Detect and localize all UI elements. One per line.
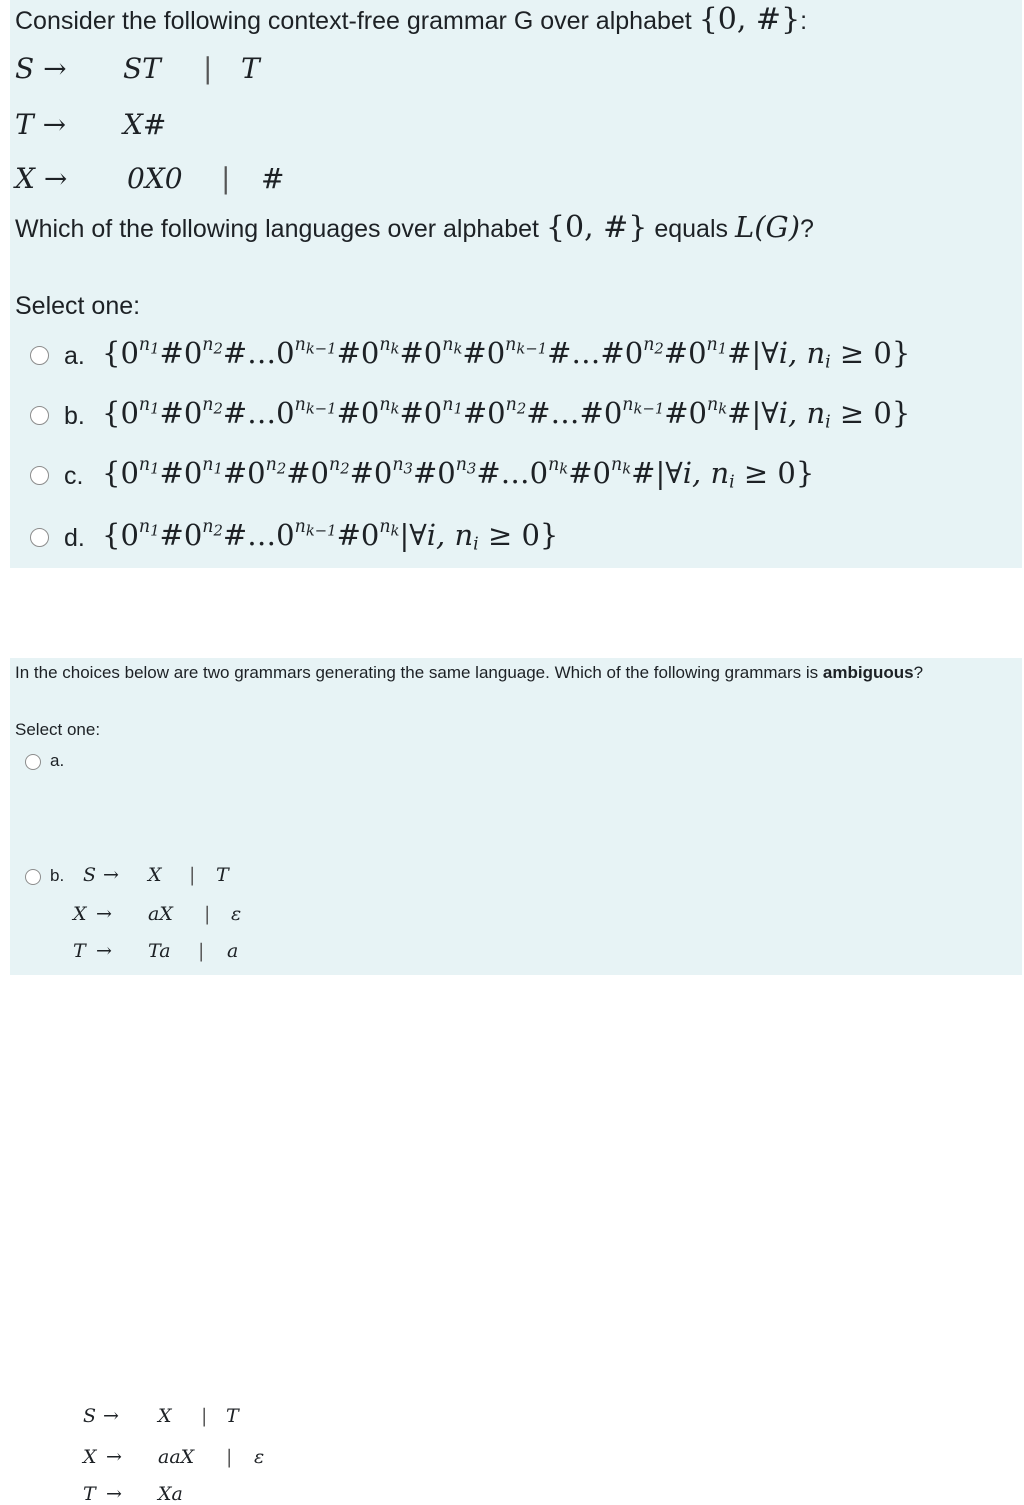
rule-rhs2: ε <box>254 1446 265 1468</box>
q1-question-prefix: Which of the following languages over alphabet <box>15 215 539 243</box>
prod-x-rhs2: # <box>261 162 285 195</box>
prod-s-lhs: S <box>15 52 35 85</box>
rule-bar: | <box>204 903 211 925</box>
option-letter: d. <box>64 524 85 552</box>
option-b-formula: {$0^{n_1}\#0^{n_2}\#\dots 0^{n_{k-1}}\#0^{n_k}\#0^{n_1}\#0^{n_2}\#\dots\#0^{n_{k-1}}\#0^{n_k}\#|\forall i$, $n_i \ge 0$} <box>102 394 911 433</box>
radio-button[interactable] <box>30 466 49 485</box>
rule-lhs: T <box>73 940 86 962</box>
q1-select-label: Select one: <box>15 292 141 320</box>
option-letter: b. <box>64 402 85 430</box>
option-letter: b. <box>50 866 65 885</box>
prod-x-rhs1: 0X0 <box>127 162 183 195</box>
arrow: → <box>96 940 112 962</box>
prod-x-bar: | <box>221 162 231 195</box>
rule-bar: | <box>189 864 196 886</box>
prod-x-lhs: X <box>15 162 35 195</box>
q1-question-alphabet: {0, #} <box>545 210 648 245</box>
q2-prompt <box>15 663 923 683</box>
rule-rhs1: aaX <box>158 1446 195 1468</box>
production-t: T → X# <box>15 108 167 141</box>
question-2-panel <box>10 658 1022 1505</box>
production-x: X → 0X0 | # <box>15 162 285 195</box>
prod-t-lhs: T <box>15 108 34 141</box>
rule-bar: | <box>226 1446 233 1468</box>
production-s: S → ST | T <box>15 52 260 85</box>
option-letter: c. <box>64 462 84 490</box>
rule-bar: | <box>201 1405 208 1427</box>
q2-prompt-text: In the choices below are two grammars generating the same language. Which of the following grammars is <box>15 663 819 682</box>
rule-lhs: S <box>83 1405 97 1427</box>
rule-rhs1: X <box>148 864 162 886</box>
question-1-panel <box>10 0 1022 568</box>
rule-rhs1: X <box>158 1405 172 1427</box>
q1-question-mid: equals <box>654 215 729 243</box>
q2-prompt-end: ? <box>913 663 924 682</box>
rule-lhs: T <box>83 1483 96 1505</box>
radio-button[interactable] <box>30 528 49 547</box>
rule-rhs1: Ta <box>148 940 171 962</box>
q1-question <box>15 210 814 245</box>
rule-lhs: S <box>83 864 97 886</box>
radio-button[interactable] <box>30 346 49 365</box>
option-c-formula: {$0^{n_1}\#0^{n_1}\#0^{n_2}\#0^{n_2}\#0^{n_3}\#0^{n_3}\#\dots 0^{n_k}\#0^{n_k}\#|\forall i$, $n_i \ge 0$} <box>102 454 815 493</box>
arrow: → <box>106 1483 122 1505</box>
arrow: → <box>106 1446 122 1468</box>
option-letter: a. <box>64 342 85 370</box>
arrow: → <box>103 1405 119 1427</box>
q1-intro-text: Consider the following context-free grammar G over alphabet <box>15 7 692 35</box>
q1-intro: Consider the following context-free grammar G over alphabet {0, #}: <box>15 2 808 37</box>
prod-t-rhs1: X# <box>123 108 167 141</box>
q2-select-label: Select one: <box>15 720 101 739</box>
q1-question-lang: L(G) <box>734 210 801 244</box>
q2-prompt-bold: ambiguous <box>822 663 914 682</box>
option-d-formula: {$0^{n_1}\#0^{n_2}\#\dots 0^{n_{k-1}}\#0^{n_k}|\forall i$, $n_i \ge 0$} <box>102 516 559 555</box>
prod-s-bar: | <box>203 52 213 85</box>
rule-rhs2: T <box>226 1405 239 1427</box>
arrow: → <box>96 903 112 925</box>
rule-bar: | <box>198 940 205 962</box>
q1-alphabet: {0, #} <box>698 2 801 37</box>
q1-question-suffix: ? <box>800 215 814 243</box>
rule-lhs: X <box>73 903 87 925</box>
rule-rhs2: T <box>216 864 229 886</box>
radio-button[interactable] <box>25 869 41 885</box>
radio-button[interactable] <box>25 754 41 770</box>
prod-s-rhs2: T <box>241 52 260 85</box>
option-a-formula: {$0^{n_1}\#0^{n_2}\#\dots 0^{n_{k-1}}\#0^{n_k}\#0^{n_k}\#0^{n_{k-1}}\#\dots\#0^{n_2}\#0^{n_1}\#|\forall i$, $n_i \ge 0$} <box>102 334 911 373</box>
option-letter: a. <box>50 751 65 770</box>
rule-lhs: X <box>83 1446 97 1468</box>
rule-rhs2: ε <box>231 903 242 925</box>
rule-rhs1: aX <box>148 903 173 925</box>
arrow: → <box>103 864 119 886</box>
radio-button[interactable] <box>30 406 49 425</box>
prod-s-rhs1: ST <box>123 52 161 85</box>
rule-rhs2: a <box>227 940 239 962</box>
rule-rhs1: Xa <box>158 1483 183 1505</box>
